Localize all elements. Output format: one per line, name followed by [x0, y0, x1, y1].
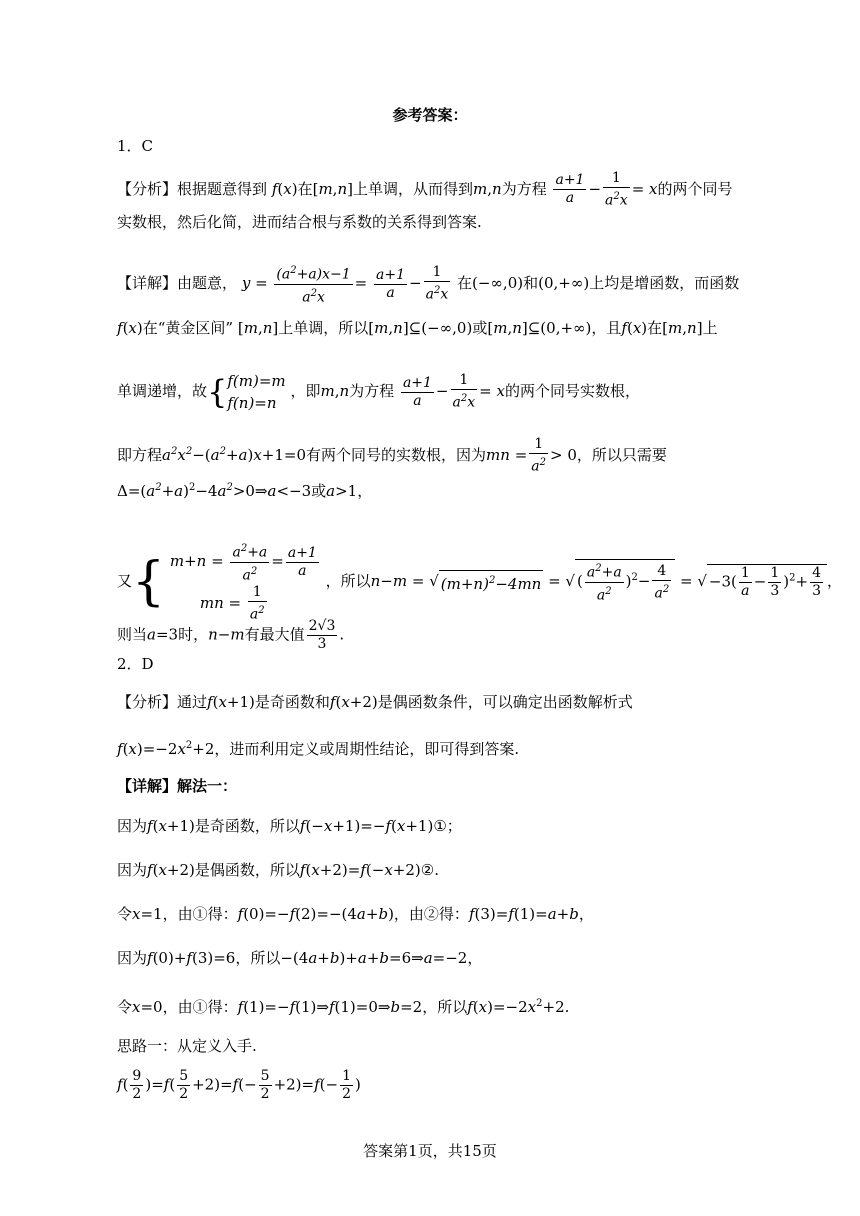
text: 为方程: [501, 179, 547, 198]
q1-detail-line4: 即方程$a^2x^2-(a^2+a)x+1=0$有两个同号的实数根，因为mn = $\frac{1}{a^2}$ > 0，所以只需要: [117, 436, 667, 475]
fraction: $\frac{(a^2+a)x-1}{a^2x}$: [274, 262, 352, 306]
text: 的两个同号: [657, 179, 733, 198]
text: 因为: [117, 861, 148, 879]
text: 或: [472, 319, 488, 337]
q1-analysis-label: 【分析】: [117, 179, 178, 198]
text: 因为: [117, 817, 148, 835]
text: ，: [357, 482, 373, 500]
text: ，由②得：: [393, 905, 469, 923]
page-title: 参考答案：: [392, 106, 468, 124]
detail-label: 【详解】: [117, 274, 178, 293]
text: 在: [647, 319, 663, 337]
text: 在“黄金区间”: [142, 319, 234, 337]
text: ，进而利用定义或周期性结论，即可得到答案.: [214, 740, 520, 758]
text: 又: [117, 571, 133, 590]
text: 则当: [117, 625, 148, 644]
text: 上单调，从而得到: [352, 179, 473, 198]
fraction: $\frac{1}{3}$: [770, 564, 780, 599]
q1-detail-line3: 单调递增，故{ f(m)=m f(n)=n ，即m,n为方程 $\frac{a+1}{a}$ − $\frac{1}{a^2x}$ = x的两个同号实数根，: [117, 372, 640, 412]
q1-number: 1．C: [117, 137, 154, 155]
text: 因为: [117, 949, 148, 967]
q2-step5: 令x=0，由①得：f(1)=−f(1)⇒f(1)=0⇒b=2，所以$f(x)=-2x^2+2$.: [117, 998, 570, 1016]
q2-analysis-line2: $f(x)=-2x^2+2$，进而利用定义或周期性结论，即可得到答案.: [117, 740, 520, 758]
fraction: $\frac{a+1}{a}$: [376, 266, 405, 301]
fraction: $\frac{a+1}{a}$: [287, 544, 317, 579]
text: 由题意，: [177, 274, 238, 293]
q1-detail-line7: 则当a=3时，n−m有最大值 $\frac{2√3}{3}$ .: [117, 618, 345, 652]
fraction: $\frac{1}{a^2x}$: [605, 170, 628, 209]
text: 或: [311, 482, 327, 500]
text: 时，: [178, 625, 209, 644]
fraction: $\frac{a^2+a}{a^2}$: [230, 540, 269, 584]
q2-idea: 思路一：从定义入手.: [117, 1037, 257, 1055]
fraction: $\frac{1}{a^2}$: [249, 584, 265, 623]
text: ，: [467, 949, 483, 967]
q2-derivation: f( $\frac{9}{2}$ )=f( $\frac{5}{2}$ +2)=f(− $\frac{5}{2}$ +2)=f(− $\frac{1}{2}$ ): [117, 1068, 361, 1102]
text: ，: [578, 905, 594, 923]
text: ，所以: [235, 949, 281, 967]
fraction: $\frac{a^2+a}{a^2}$: [585, 560, 624, 604]
text: 单调递增，故: [117, 382, 208, 400]
text: 在: [297, 179, 313, 198]
text: 根据题意得到: [177, 179, 268, 198]
fraction: $\frac{9}{2}$: [132, 1068, 142, 1102]
text: 即方程: [117, 445, 163, 464]
text: 是奇函数，所以: [194, 817, 300, 835]
fraction: $\frac{4}{a^2}$: [654, 562, 670, 602]
text: ，即: [290, 382, 321, 400]
text: 有两个同号的实数根，因为: [306, 445, 487, 464]
q1-detail-line6: 又{ m+n = $\frac{a^2+a}{a^2}$ = $\frac{a+1}{a}$ mn = $\frac{1}{a^2}$ ，所以n−m = √ $(m+n)^2-4mn$ = √ ( $\frac{a^2+a}{a^2}$ )$^2$− $\frac{4}{a^2}$ = √ −3( $\frac{1}{a}$ − $\frac{1}{3}$ )$^2$+ $\frac{4}{3}$ ，: [117, 540, 842, 624]
q2-step4: 因为f(0)+f(3)=6，所以−(4a+b)+a+b=6⇒a=−2，: [117, 949, 483, 967]
text: ②.: [420, 861, 439, 879]
q1-detail-line1: 【详解】由题意， y = $\frac{(a^2+a)x-1}{a^2x}$ = $\frac{a+1}{a}$ − $\frac{1}{a^2x}$ 在(−∞,0)和(0,+∞)上均是增函数，而函数: [117, 262, 739, 306]
q2-number: 2．D: [117, 655, 154, 673]
text: 为方程: [349, 382, 395, 400]
text: ，所以: [422, 998, 468, 1016]
fraction: $\frac{a+1}{a}$: [402, 374, 432, 409]
q2-step1: 因为f(x+1)是奇函数，所以f(−x+1)=−f(x+1)①；: [117, 817, 462, 835]
text: 是奇函数和: [254, 693, 330, 711]
q2-step3: 令x=1，由①得：f(0)=−f(2)=−(4a+b)，由②得：f(3)=f(1)=a+b，: [117, 905, 594, 923]
fraction: $\frac{1}{a^2}$: [531, 436, 547, 475]
detail-label: 【详解】: [117, 777, 178, 795]
text: ，由①得：: [162, 905, 238, 923]
q2-step2: 因为f(x+2)是偶函数，所以f(x+2)=f(−x+2)②.: [117, 861, 439, 879]
text: ，所以只需要: [576, 445, 667, 464]
method-label: 解法一：: [177, 777, 238, 795]
text: 上均是增函数，而函数: [589, 274, 740, 293]
q1-analysis-line1: 【分析】根据题意得到 f(x)在[m,n]上单调，从而得到m,n为方程 $\frac{a+1}{a}$ − $\frac{1}{a^2x}$ = x的两个同号: [117, 170, 733, 209]
fraction: $\frac{5}{2}$: [260, 1068, 270, 1102]
text: 是偶函数，所以: [194, 861, 300, 879]
text: 的两个同号实数根，: [504, 382, 640, 400]
q1-analysis-line2: 实数根，然后化简，进而结合根与系数的关系得到答案.: [117, 213, 482, 231]
fraction: $\frac{5}{2}$: [179, 1068, 189, 1102]
fraction: $\frac{2√3}{3}$: [308, 618, 336, 652]
q2-analysis-line1: 【分析】通过f(x+1)是奇函数和f(x+2)是偶函数条件，可以确定出函数解析式: [117, 693, 633, 711]
text: ，所以: [325, 571, 371, 590]
fraction: $\frac{1}{a^2x}$: [425, 264, 449, 303]
fraction: $\frac{1}{a^2x}$: [452, 372, 476, 411]
fraction: $\frac{1}{a}$: [740, 564, 750, 599]
text: 是偶函数条件，可以确定出函数解析式: [377, 693, 633, 711]
text: .: [564, 998, 570, 1016]
fraction: $\frac{1}{2}$: [342, 1068, 352, 1102]
q1-detail-line2: f(x)在“黄金区间” [m,n]上单调，所以[m,n]⊆(−∞,0)或[m,n]⊆(0,+∞)，且f(x)在[m,n]上: [117, 319, 718, 337]
analysis-label: 【分析】: [117, 693, 178, 711]
text: ，由①得：: [162, 998, 238, 1016]
page-footer: 答案第1页，共15页: [363, 1142, 497, 1160]
fraction: $\frac{a+1}{a}$: [555, 172, 585, 207]
text: ①；: [433, 817, 462, 835]
text: ，且: [591, 319, 622, 337]
text: 上: [702, 319, 718, 337]
text: 有最大值: [244, 625, 305, 644]
q2-detail-heading: [117, 776, 237, 796]
text: 上单调，所以: [278, 319, 369, 337]
text: 和: [523, 274, 539, 293]
text: 令: [117, 905, 133, 923]
text: 令: [117, 998, 133, 1016]
q1-detail-line5: $\Delta=(a^2+a)^2-4a^2>0\Rightarrow a<-3$或a>1，: [117, 482, 373, 500]
fraction: $\frac{4}{3}$: [812, 564, 822, 599]
text: 在: [457, 274, 473, 293]
text: 通过: [177, 693, 208, 711]
